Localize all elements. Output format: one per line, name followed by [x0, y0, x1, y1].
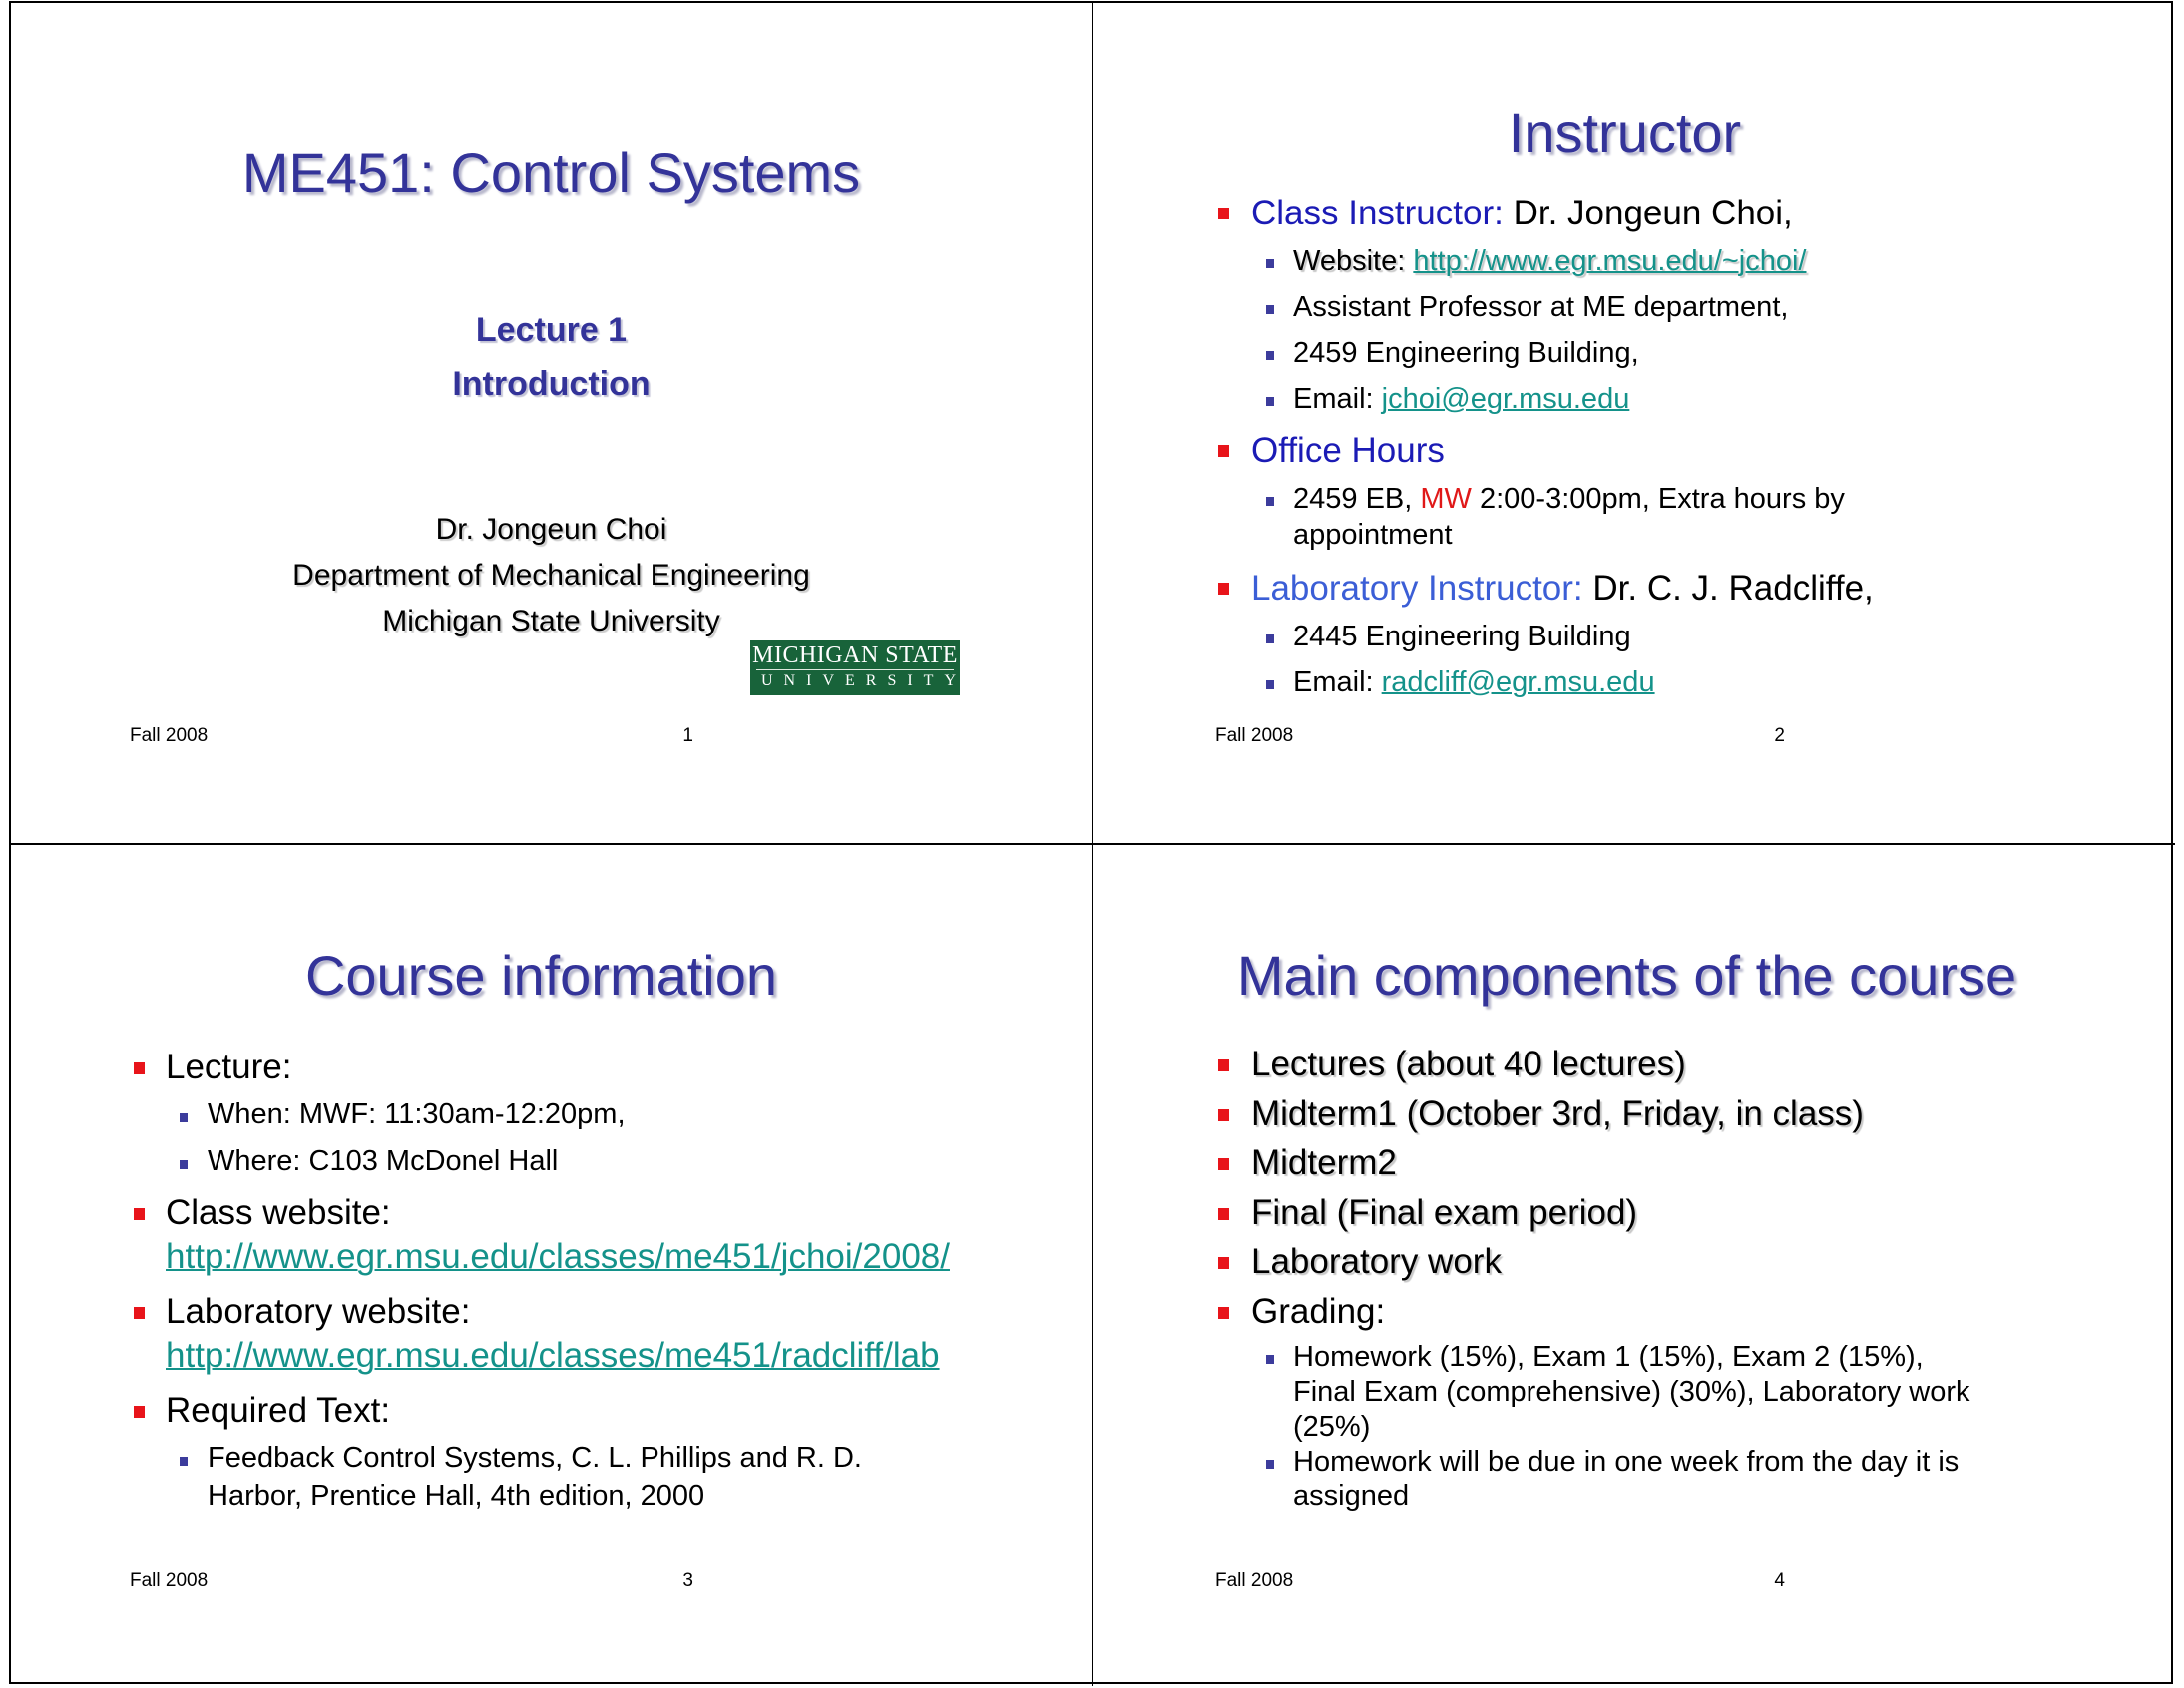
grading-breakdown-line-1: Homework (15%), Exam 1 (15%), Exam 2 (15%),: [1293, 1341, 1924, 1373]
sub-bullet-icon: [180, 1113, 188, 1122]
lab-website-row: [166, 1336, 940, 1376]
bullet-icon: [1218, 445, 1229, 457]
lab-website-link[interactable]: http://www.egr.msu.edu/classes/me451/radcliff/lab: [166, 1336, 940, 1375]
slide-title: Course information: [304, 944, 778, 1007]
bullet-icon: [1218, 1307, 1229, 1319]
sub-bullet-icon: [180, 1457, 188, 1466]
website-link[interactable]: http://www.egr.msu.edu/~jchoi/: [1413, 245, 1807, 277]
slide-title: ME451: Control Systems: [241, 141, 861, 204]
sub-bullet-icon: [1266, 351, 1274, 360]
item-value: Dr. C. J. Radcliffe,: [1582, 569, 1874, 608]
university: Michigan State University: [382, 605, 720, 637]
lab-email-link[interactable]: radcliff@egr.msu.edu: [1381, 666, 1655, 698]
sub-bullet-icon: [1266, 634, 1274, 643]
title-item: Assistant Professor at ME department,: [1293, 291, 1789, 323]
component-item: Lectures (about 40 lectures): [1251, 1045, 1686, 1083]
sub-bullet-icon: [1266, 1460, 1274, 1469]
slide-number: 1: [682, 725, 693, 746]
item-label: Email:: [1293, 666, 1382, 698]
sub-bullet-icon: [180, 1160, 188, 1169]
author-name: Dr. Jongeun Choi: [435, 513, 667, 546]
office-times: 2:00-3:00pm, Extra hours by: [1471, 483, 1845, 515]
grading-breakdown-line-3: (25%): [1293, 1411, 1371, 1443]
item-label: Email:: [1293, 383, 1382, 415]
slide-footer-date: Fall 2008: [130, 1570, 209, 1591]
email-link[interactable]: jchoi@egr.msu.edu: [1381, 383, 1630, 415]
office-days: MW: [1420, 483, 1472, 515]
slide-title: Main components of the course: [1236, 944, 2017, 1007]
bullet-icon: [134, 1307, 145, 1319]
lab-office-item: 2445 Engineering Building: [1293, 621, 1631, 652]
slide-number: 2: [1774, 725, 1785, 746]
lecture-topic: Introduction: [452, 365, 651, 403]
slide-1: [10, 2, 1092, 843]
item-label: Laboratory Instructor:: [1251, 569, 1583, 608]
sub-bullet-icon: [1266, 305, 1274, 314]
item-label: Class Instructor:: [1251, 194, 1504, 232]
slide-title: Instructor: [1508, 101, 1742, 164]
bullet-icon: [1218, 208, 1229, 219]
sub-bullet-icon: [1266, 397, 1274, 406]
homework-policy-line-2: assigned: [1293, 1480, 1410, 1512]
office-hours-item: [1293, 483, 1845, 516]
logo-line-2: UNIVERSITY: [761, 672, 967, 689]
class-website-row: [166, 1237, 950, 1277]
bullet-icon: [134, 1062, 145, 1074]
bullet-icon: [134, 1208, 145, 1220]
textbook-line-2: Harbor, Prentice Hall, 4th edition, 2000: [208, 1480, 705, 1512]
slide-footer-date: Fall 2008: [130, 725, 209, 746]
bullet-icon: [1218, 1158, 1229, 1170]
item-label: Website:: [1293, 245, 1414, 277]
sub-bullet-icon: [1266, 680, 1274, 689]
bullet-icon: [1218, 1257, 1229, 1269]
grading-breakdown-line-2: Final Exam (comprehensive) (30%), Laboratory work: [1293, 1376, 1970, 1408]
slide-3: [10, 845, 1092, 1686]
lab-website-item: Laboratory website:: [166, 1292, 471, 1331]
lecture-number: Lecture 1: [475, 311, 628, 349]
slide-footer-date: Fall 2008: [1215, 1570, 1294, 1591]
grading-label: Grading:: [1251, 1292, 1386, 1331]
component-item: Midterm2: [1251, 1143, 1397, 1182]
office-hours-label: Office Hours: [1251, 431, 1445, 470]
lab-instructor-item: [1251, 569, 1874, 609]
textbook-line-1: Feedback Control Systems, C. L. Phillips and R. D.: [208, 1442, 862, 1474]
logo-line-1: MICHIGAN STATE: [752, 642, 958, 668]
class-instructor-item: [1251, 194, 1793, 233]
sub-bullet-icon: [1266, 259, 1274, 268]
component-item: Midterm1 (October 3rd, Friday, in class): [1251, 1094, 1864, 1133]
slide-4: [1093, 845, 2176, 1686]
email-item: [1293, 383, 1629, 416]
homework-policy-line-1: Homework will be due in one week from the day it is: [1293, 1446, 1960, 1477]
class-website-item: Class website:: [166, 1193, 391, 1232]
bullet-icon: [1218, 1109, 1229, 1121]
class-website-link[interactable]: http://www.egr.msu.edu/classes/me451/jchoi/2008/: [166, 1237, 950, 1276]
sub-bullet-icon: [1266, 497, 1274, 506]
component-item: Final (Final exam period): [1251, 1193, 1638, 1232]
bullet-icon: [1218, 583, 1229, 595]
office-hours-continuation: appointment: [1293, 519, 1453, 551]
slide-footer-date: Fall 2008: [1215, 725, 1294, 746]
website-item: [1293, 245, 1806, 278]
bullet-icon: [1218, 1059, 1229, 1071]
bullet-icon: [134, 1406, 145, 1418]
slide-number: 4: [1774, 1570, 1785, 1591]
slide-2: [1093, 2, 2176, 843]
office-item: 2459 Engineering Building,: [1293, 337, 1639, 369]
office-room: 2459 EB,: [1293, 483, 1421, 515]
item-value: Dr. Jongeun Choi,: [1503, 194, 1793, 232]
msu-logo: [750, 640, 967, 695]
lecture-item: Lecture:: [166, 1048, 292, 1086]
component-item: Laboratory work: [1251, 1242, 1502, 1281]
department: Department of Mechanical Engineering: [292, 559, 810, 592]
lecture-where: Where: C103 McDonel Hall: [208, 1145, 559, 1177]
lecture-when: When: MWF: 11:30am-12:20pm,: [208, 1098, 626, 1130]
required-text-item: Required Text:: [166, 1391, 391, 1430]
slide-number: 3: [682, 1570, 693, 1591]
sub-bullet-icon: [1266, 1355, 1274, 1364]
bullet-icon: [1218, 1208, 1229, 1220]
lab-email-item: [1293, 666, 1655, 699]
